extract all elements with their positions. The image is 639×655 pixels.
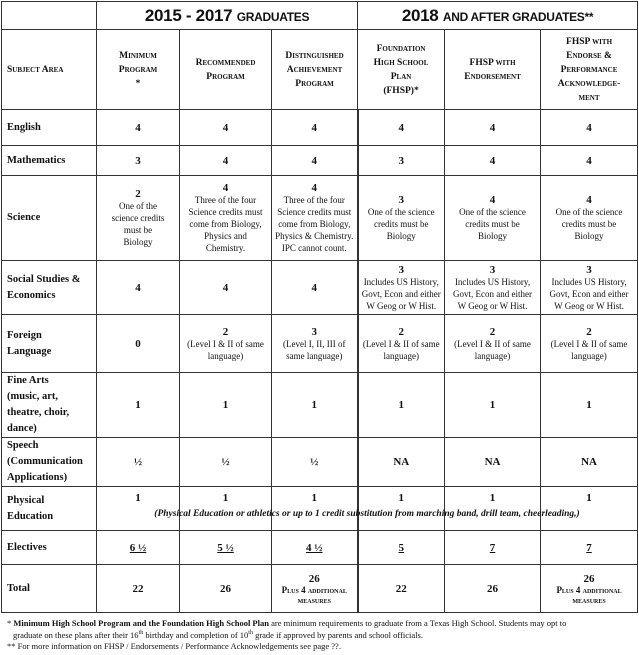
cell-recommended — [180, 146, 272, 176]
cell-distinguished — [272, 176, 358, 261]
credit-value: 26 — [583, 572, 595, 585]
cell-distinguished — [272, 110, 358, 146]
requirement-note: Includes US History, — [363, 276, 439, 287]
credit-value: 26 — [487, 582, 499, 595]
requirement-note: Physics & Chemistry. — [275, 231, 354, 241]
credit-value: 4 — [586, 154, 592, 167]
header-line: Achievement — [286, 64, 343, 75]
requirement-note: Govt, Econ and either — [453, 288, 533, 299]
header-line: Performance — [560, 64, 618, 75]
requirement-note: Biology — [386, 231, 416, 241]
row-science — [2, 176, 638, 261]
cell-foundation — [358, 176, 445, 261]
subject-name: English — [7, 121, 41, 133]
subject-name: Education — [7, 510, 54, 522]
cell-minimum — [97, 531, 180, 565]
header-line: (FHSP)* — [383, 85, 419, 96]
requirement-note: Includes US History, — [551, 276, 627, 287]
requirement-note: Biology — [478, 231, 508, 241]
footnote-2 — [7, 641, 635, 653]
subject-cell — [2, 531, 97, 565]
requirement-note: Three of the four — [194, 195, 257, 205]
credit-value: NA — [393, 456, 410, 468]
fhsp-performance-header — [541, 30, 638, 110]
requirement-note: Science credits must — [277, 207, 352, 217]
requirement-note: One of the science — [459, 207, 526, 217]
cell-endorsement — [445, 261, 541, 315]
header-line: Recommended — [195, 57, 256, 68]
requirement-note: W Geog or W Hist. — [554, 300, 624, 311]
requirement-note: (Level I, II, III of — [283, 338, 346, 349]
credit-value: 4 — [489, 194, 496, 206]
requirement-note: Govt, Econ and either — [361, 288, 441, 299]
credit-value: 1 — [311, 399, 318, 411]
subject-name: Social Studies & — [7, 273, 81, 285]
requirement-note: come from Biology, — [189, 219, 262, 229]
credit-value: 4 — [586, 194, 592, 206]
subject-name: Applications) — [7, 472, 68, 483]
requirement-note: (Level I & II of same — [187, 338, 264, 349]
requirement-note: IPC cannot count. — [281, 243, 347, 253]
footnote-text: ** For more information on FHSP / Endorsements / Performance Acknowledgements see page ??. — [7, 641, 341, 651]
cell-performance — [541, 315, 638, 373]
credit-value: 4 — [135, 281, 141, 294]
cell-foundation — [358, 146, 445, 176]
credit-value: 3 — [586, 263, 592, 276]
subject-name: theatre, choir, — [7, 407, 70, 418]
group-label: GRADUATES — [236, 9, 310, 24]
cell-performance — [541, 176, 638, 261]
cell-foundation — [358, 110, 445, 146]
requirement-note: credits must be — [561, 219, 617, 229]
requirement-note: come from Biology, — [278, 219, 351, 229]
header-line: Minimum — [119, 50, 157, 61]
credit-value: 6 ½ — [129, 541, 147, 554]
credit-value: 4 — [222, 281, 229, 294]
cell-minimum — [97, 315, 180, 373]
cell-performance — [541, 110, 638, 146]
credit-value: 1 — [398, 492, 405, 504]
subject-name: Physical — [7, 494, 45, 506]
subject-cell — [2, 261, 97, 315]
cell-performance — [541, 531, 638, 565]
credit-value: 3 — [398, 194, 405, 206]
row-foreign-language — [2, 315, 638, 373]
credit-value: 1 — [222, 399, 229, 411]
cell-minimum — [97, 110, 180, 146]
requirement-note: language) — [474, 350, 511, 361]
row-fine-arts — [2, 373, 638, 438]
credit-value: 4 — [222, 121, 229, 134]
header-line: Endorsement — [464, 71, 521, 82]
credit-value: 7 — [489, 541, 496, 554]
credit-value: 4 — [311, 281, 318, 294]
credit-value: 4 — [311, 121, 318, 134]
credit-value: 1 — [222, 492, 229, 504]
cell-recommended — [180, 315, 272, 373]
subject-name: dance) — [7, 423, 37, 434]
row-speech — [2, 438, 638, 487]
empty-corner — [2, 2, 97, 30]
header-line: Program — [295, 78, 334, 89]
header-line: Distinguished — [285, 50, 344, 61]
cell-endorsement — [445, 110, 541, 146]
credit-value: 1 — [586, 492, 592, 504]
credit-value: 3 — [398, 263, 405, 276]
cell-minimum — [97, 146, 180, 176]
cell-distinguished — [272, 373, 358, 438]
credit-value: 4 ½ — [306, 541, 323, 554]
credit-value: 1 — [398, 399, 405, 411]
recommended-program-header — [180, 30, 272, 110]
additional-measures-note: measures — [572, 594, 606, 605]
fhsp-endorsement-header — [445, 30, 541, 110]
credit-value: ½ — [221, 456, 230, 468]
cell-minimum — [97, 176, 180, 261]
cell-recommended — [180, 110, 272, 146]
credit-value: 2 — [222, 325, 229, 338]
requirement-note: One of the science — [555, 207, 623, 217]
column-header-row — [2, 30, 638, 110]
requirement-note: Govt, Econ and either — [549, 288, 629, 299]
credit-value: 4 — [135, 121, 141, 134]
cell-foundation — [358, 315, 445, 373]
header-line: * — [135, 78, 141, 89]
credit-value: ½ — [133, 456, 143, 468]
cell-recommended — [180, 438, 272, 487]
cell-endorsement — [445, 531, 541, 565]
credit-value: 3 — [311, 325, 318, 338]
cell-distinguished — [272, 565, 358, 613]
subject-area-header — [2, 30, 97, 110]
footnote-text: are minimum requirements to graduate from a Texas High School. Students may opt to — [268, 618, 567, 628]
cell-minimum — [97, 438, 180, 487]
group-year: 2018 — [401, 5, 439, 25]
additional-measures-note: Plus 4 additional — [556, 584, 622, 595]
row-total — [2, 565, 638, 613]
requirement-note: language) — [571, 350, 607, 361]
credit-value: ½ — [310, 456, 319, 468]
credit-value: 4 — [222, 182, 229, 194]
subject-cell — [2, 315, 97, 373]
subject-name: Foreign — [7, 329, 42, 341]
cell-distinguished — [272, 438, 358, 487]
cell-performance — [541, 438, 638, 487]
credit-value: 1 — [586, 399, 592, 411]
requirement-note: Three of the four — [283, 195, 345, 205]
header-line: Plan — [390, 71, 412, 82]
cell-foundation — [358, 438, 445, 487]
requirement-note: Physics and — [204, 231, 247, 241]
subject-cell — [2, 565, 97, 613]
header-line: FHSP with — [469, 57, 516, 68]
cell-performance — [541, 146, 638, 176]
subject-name: Mathematics — [7, 154, 66, 166]
requirement-note: Biology — [574, 231, 604, 241]
row-electives — [2, 531, 638, 565]
requirement-note: credits must be — [374, 219, 429, 229]
requirement-note: same language) — [286, 350, 343, 361]
cell-foundation — [358, 531, 445, 565]
row-mathematics — [2, 146, 638, 176]
credit-value: 2 — [586, 325, 592, 338]
credit-value: 22 — [132, 582, 144, 595]
cell-foundation — [358, 261, 445, 315]
subject-cell — [2, 146, 97, 176]
group-header-2015-2017 — [97, 2, 358, 30]
requirement-note: (Level I & II of same — [362, 338, 440, 349]
credit-value: 2 — [489, 325, 496, 338]
graduation-requirements-table — [1, 1, 638, 613]
cell-distinguished — [272, 315, 358, 373]
cell-endorsement — [445, 565, 541, 613]
cell-endorsement — [445, 146, 541, 176]
subject-cell — [2, 438, 97, 487]
subject-name: (Communication — [7, 456, 83, 467]
credit-value: 1 — [311, 492, 318, 504]
credit-value: 26 — [220, 582, 231, 595]
header-line: Endorse & — [566, 50, 612, 61]
footnote-text: graduate on these plans after their 16 — [13, 629, 139, 640]
cell-foundation — [358, 373, 445, 438]
cell-performance — [541, 373, 638, 438]
group-year: 2015 - 2017 — [144, 5, 233, 25]
distinguished-program-header — [272, 30, 358, 110]
superscript: th — [138, 629, 144, 636]
footnote-text: birthday and completion of 10 — [143, 629, 249, 640]
header-line: Program — [118, 64, 158, 75]
credit-value: 4 — [398, 121, 405, 134]
credit-value: 26 — [308, 572, 320, 585]
header-line: High School — [373, 57, 429, 68]
superscript: th — [248, 629, 253, 636]
requirement-note: language) — [383, 350, 420, 361]
cell-recommended — [180, 373, 272, 438]
cell-minimum — [97, 565, 180, 613]
cell-minimum — [97, 373, 180, 438]
cell-distinguished — [272, 531, 358, 565]
footnote-1 — [7, 618, 635, 630]
requirement-note: One of the — [119, 201, 157, 211]
credit-value: 5 — [398, 541, 405, 554]
footnote-text: grade if approved by parents and school officials. — [252, 629, 423, 640]
credit-value: 0 — [135, 337, 141, 350]
cell-recommended — [180, 261, 272, 315]
cell-endorsement — [445, 176, 541, 261]
subject-name: Economics — [7, 289, 56, 301]
requirement-note: science credits — [111, 213, 165, 223]
credit-value: 1 — [135, 399, 141, 411]
cell-minimum — [97, 261, 180, 315]
requirement-note: Chemistry. — [205, 243, 246, 253]
header-text: Subject Area — [7, 64, 64, 75]
header-line: Program — [206, 71, 245, 82]
subject-name: Speech — [7, 440, 39, 451]
credit-value: 3 — [489, 263, 496, 276]
subject-name: (music, art, — [7, 391, 59, 402]
credit-value: 4 — [489, 121, 496, 134]
requirement-note: Biology — [123, 237, 153, 247]
footnote-1-cont — [7, 630, 635, 642]
minimum-program-header — [97, 30, 180, 110]
requirement-note: (Level I & II of same — [550, 338, 628, 349]
additional-measures-note: Plus 4 additional — [281, 584, 347, 595]
cell-distinguished — [272, 261, 358, 315]
cell-distinguished — [272, 146, 358, 176]
subject-name: Electives — [7, 541, 47, 553]
requirement-note: W Geog or W Hist. — [366, 300, 437, 311]
header-line: Acknowledge- — [557, 78, 621, 89]
credit-value: 4 — [222, 154, 229, 167]
credit-value: 4 — [489, 154, 496, 167]
footnotes — [7, 618, 635, 653]
footnote-star: * — [7, 618, 14, 628]
subject-name: Total — [7, 582, 30, 594]
credit-value: 3 — [135, 154, 141, 167]
credit-value: 1 — [489, 399, 496, 411]
cell-foundation — [358, 565, 445, 613]
requirement-note: W Geog or W Hist. — [457, 300, 528, 311]
requirement-note: Science credits must — [188, 207, 263, 217]
row-english — [2, 110, 638, 146]
group-header-row — [2, 2, 638, 30]
group-label: AND AFTER GRADUATES** — [442, 9, 594, 24]
cell-performance — [541, 565, 638, 613]
additional-measures-note: measures — [297, 594, 331, 605]
requirement-note: One of the science — [367, 207, 435, 217]
header-line: FHSP with — [566, 36, 613, 47]
requirement-note: credits must be — [465, 219, 520, 229]
credit-value: 22 — [395, 582, 407, 595]
header-line: ment — [578, 92, 600, 103]
credit-value: 7 — [586, 541, 592, 554]
credit-value: 4 — [311, 154, 318, 167]
credit-value: 3 — [398, 154, 405, 167]
subject-name: Language — [7, 345, 52, 357]
credit-value: 2 — [398, 325, 405, 338]
physical-education-note: (Physical Education or athletics or up to 1 credit substitution from marching band, drill team, cheerleading,) — [154, 509, 580, 519]
header-line: Foundation — [376, 43, 426, 54]
subject-cell — [2, 110, 97, 146]
credit-value: 5 ½ — [217, 541, 234, 554]
cell-endorsement — [445, 373, 541, 438]
subject-name: Fine Arts — [7, 375, 49, 386]
subject-cell — [2, 176, 97, 261]
requirement-note: must be — [123, 225, 153, 235]
subject-cell — [2, 487, 97, 531]
credit-value: 4 — [586, 121, 592, 134]
credit-value: 4 — [311, 182, 318, 194]
credit-value: 1 — [489, 492, 496, 504]
cell-recommended — [180, 531, 272, 565]
cell-performance — [541, 261, 638, 315]
cell-endorsement — [445, 315, 541, 373]
group-header-2018 — [358, 2, 638, 30]
requirement-note: (Level I & II of same — [454, 338, 531, 349]
foundation-plan-header — [358, 30, 445, 110]
cell-recommended — [180, 565, 272, 613]
credit-value: 1 — [135, 492, 141, 504]
requirement-note: language) — [207, 350, 244, 361]
subject-name: Science — [7, 212, 41, 223]
footnote-bold-text: Minimum High School Program and the Foundation High School Plan — [13, 618, 269, 628]
cell-endorsement — [445, 438, 541, 487]
subject-cell — [2, 373, 97, 438]
credit-value: NA — [484, 456, 501, 468]
row-social-studies — [2, 261, 638, 315]
requirement-note: Includes US History, — [454, 276, 531, 287]
cell-recommended — [180, 176, 272, 261]
credit-value: 2 — [135, 188, 141, 200]
credit-value: NA — [581, 456, 597, 468]
